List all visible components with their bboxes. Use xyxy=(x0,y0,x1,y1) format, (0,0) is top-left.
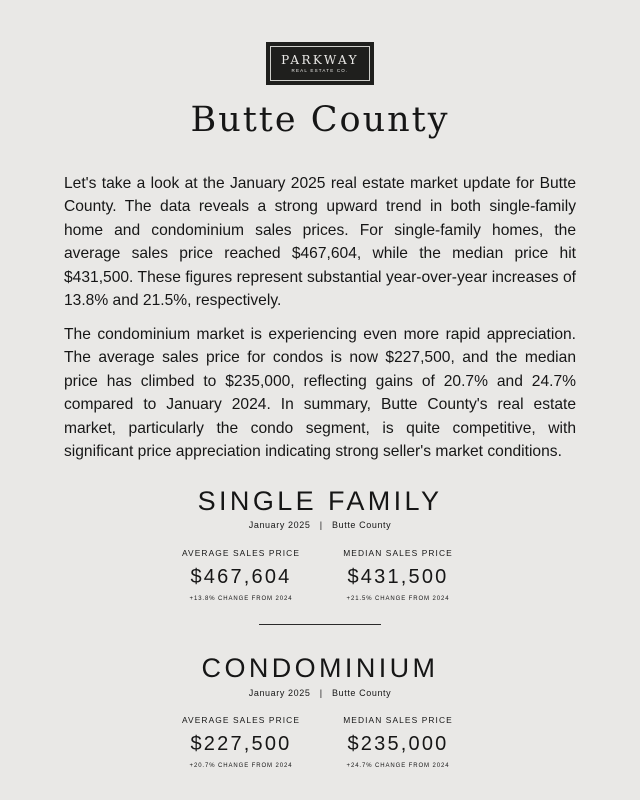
stat-change: +21.5% CHANGE FROM 2024 xyxy=(346,596,450,602)
stat-value: $235,000 xyxy=(347,733,449,755)
single-family-average-stat xyxy=(166,548,316,602)
condominium-subtitle: January 2025 | Butte County xyxy=(248,688,392,698)
stat-value: $227,500 xyxy=(190,733,292,755)
stat-label: MEDIAN SALES PRICE xyxy=(343,715,453,725)
condominium-average-stat xyxy=(166,715,316,769)
single-family-subtitle: January 2025 | Butte County xyxy=(248,520,392,530)
page-title: Butte County xyxy=(190,100,450,140)
stat-label: AVERAGE SALES PRICE xyxy=(181,548,301,558)
stat-change: +24.7% CHANGE FROM 2024 xyxy=(346,763,450,769)
single-family-title: SINGLE FAMILY xyxy=(197,486,443,516)
logo-frame xyxy=(270,46,370,81)
stat-value: $467,604 xyxy=(190,566,292,588)
single-family-median-stat xyxy=(323,548,473,602)
stat-label: MEDIAN SALES PRICE xyxy=(343,548,453,558)
logo-tagline: REAL ESTATE CO. xyxy=(291,67,349,73)
stat-change: +20.7% CHANGE FROM 2024 xyxy=(189,763,293,769)
stat-label: AVERAGE SALES PRICE xyxy=(181,715,301,725)
intro-paragraph: Let's take a look at the January 2025 real estate market update for Butte County. The data reveals a strong upward trend in both single-family home and condominium sales prices. For single-family homes, the average sales price reached $467,604, while the median price hit $431,500. These figures represent substantial year-over-year increases of 13.8% and 21.5%, respectively. xyxy=(64,175,576,310)
condominium-median-stat xyxy=(323,715,473,769)
stat-value: $431,500 xyxy=(347,566,449,588)
parkway-logo xyxy=(266,42,374,85)
condo-paragraph: The condominium market is experiencing even more rapid appreciation. The average sales price for condos is now $227,500, and the median price has climbed to $235,000, reflecting gains of 20.7% and 24.7% compared to January 2024. In summary, Butte County's real estate market, particularly the condo segment, is quite competitive, with significant price appreciation indicating strong seller's market conditions. xyxy=(64,326,576,461)
condominium-title: CONDOMINIUM xyxy=(201,653,439,683)
stat-change: +13.8% CHANGE FROM 2024 xyxy=(189,596,293,602)
logo-name: PARKWAY xyxy=(281,52,359,67)
section-divider xyxy=(259,624,381,625)
